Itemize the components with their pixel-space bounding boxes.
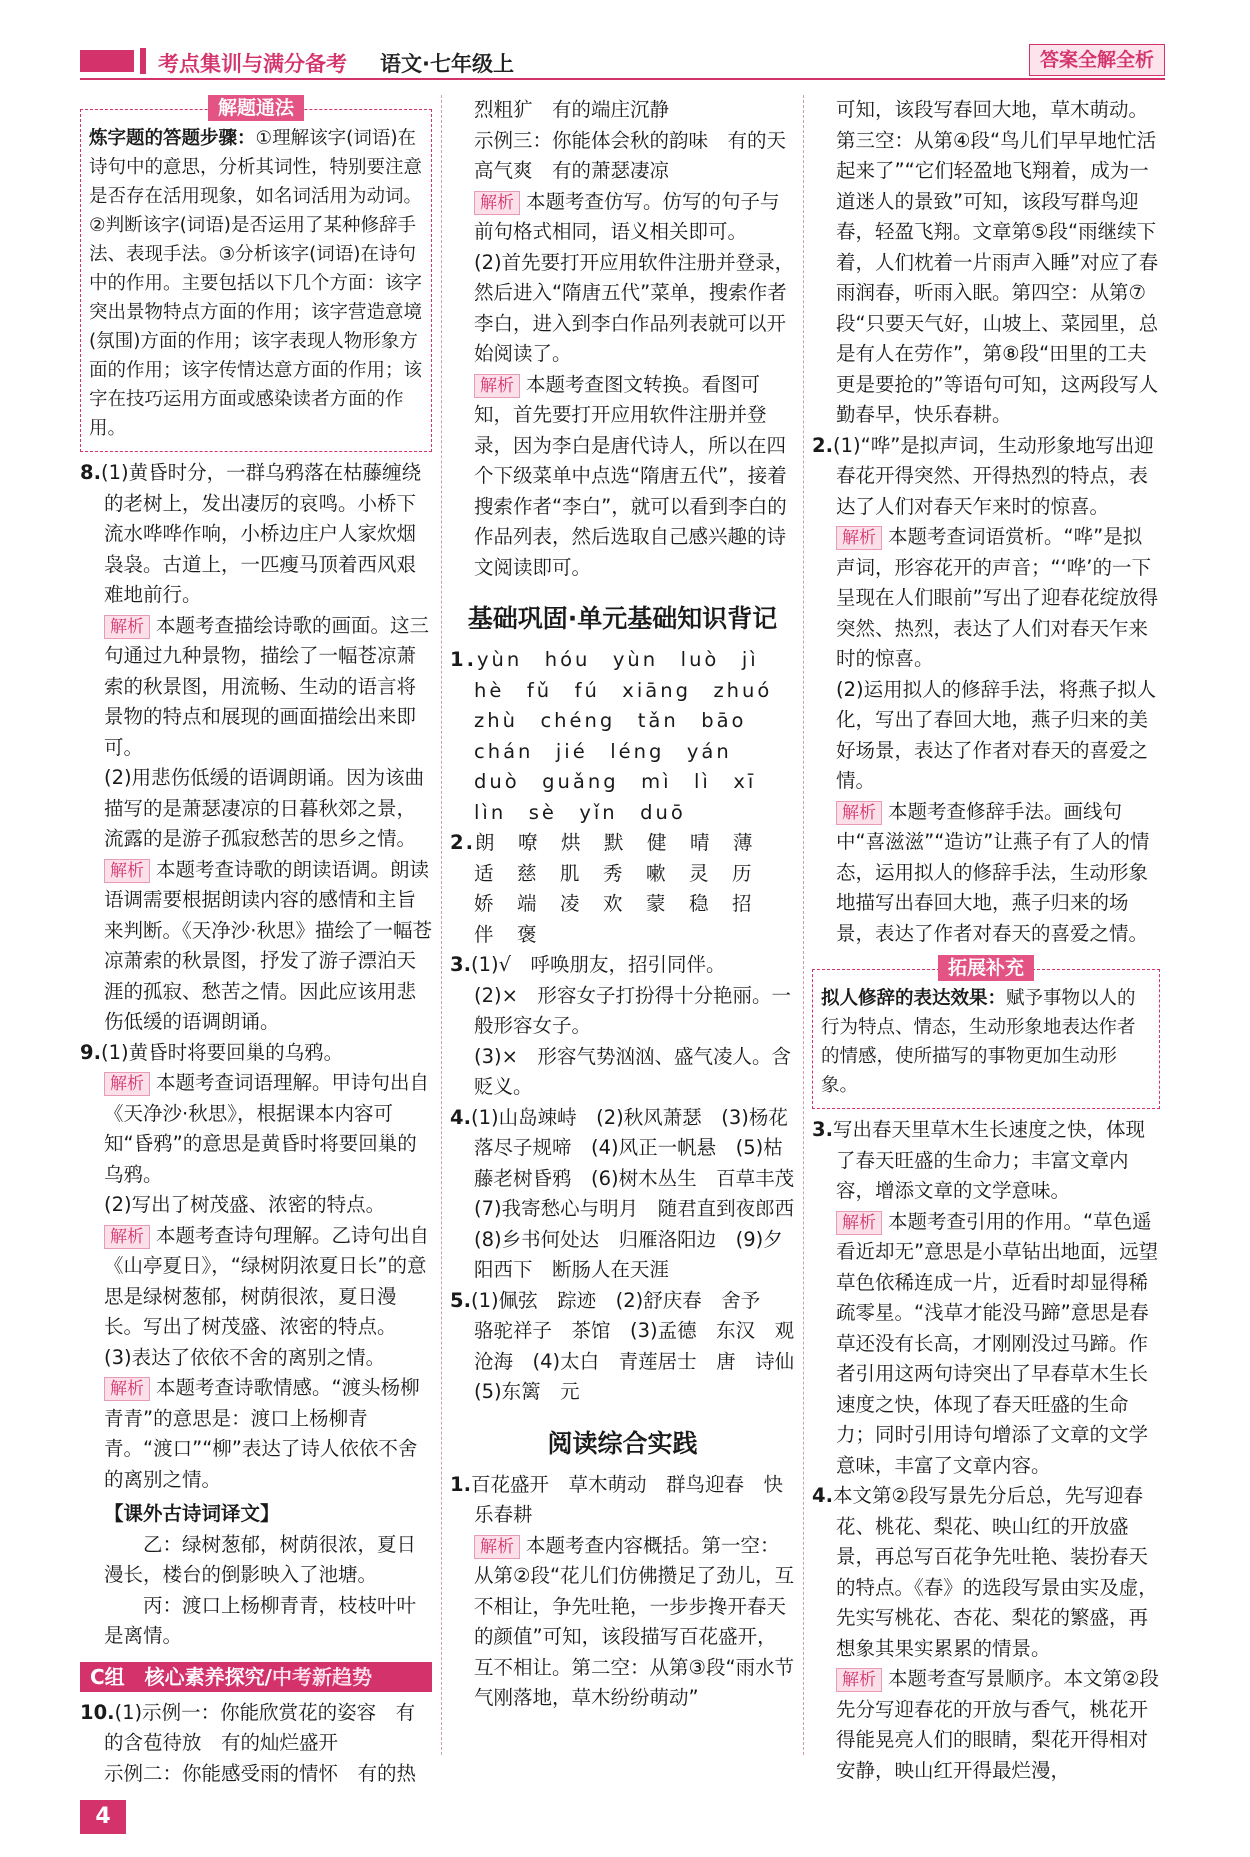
extension-box-tag: 拓展补充: [938, 955, 1034, 981]
answer-9-1: 9.(1)黄昏时将要回巢的乌鸦。: [80, 1040, 344, 1064]
page-header: [80, 44, 1165, 82]
extension-box: [812, 957, 1160, 1109]
extension-lead: 拟人修辞的表达效果：: [821, 988, 1007, 1009]
basic-answer-3-1: 3.(1)√ 呼唤朋友，招引同伴。: [450, 953, 726, 976]
method-box-tag: 解题通法: [208, 95, 304, 121]
explanation-9-2: 解析 本题考查诗句理解。乙诗句出自《山亭夏日》，“绿树阴浓夏日长”的意思是绿树葱郁，树荫很浓，夏日漫长。写出了树茂盛、浓密的特点。: [104, 1223, 430, 1338]
answer-10-2: (2)首先要打开应用软件注册并登录，然后进入“隋唐五代”菜单，搜索作者李白，进入到李白作品列表就可以开始阅读了。: [474, 250, 795, 365]
reading-explanation-1: 解析 本题考查内容概括。第一空：从第②段“花儿们仿佛攒足了劲儿，互不相让，争先吐艳，一步步搀开春天的颜值”可知，该段描写百花盛开，互不相让。第二空：从第③段“雨水节气刚落地，草木纷纷萌动”: [474, 1533, 795, 1709]
answer-8-2: (2)用悲伤低缓的语调朗诵。因为该曲描写的是萧瑟凄凉的日暮秋郊之景，流露的是游子孤寂愁苦的思乡之情。: [104, 766, 425, 850]
basic-answer-3-2: (2)× 形容女子打扮得十分艳丽。一般形容女子。: [474, 983, 791, 1037]
explanation-8-2: 解析 本题考查诗歌的朗读语调。朗读语调需要根据朗读内容的感情和主旨来判断。《天净沙·秋思》描绘了一幅苍凉萧索的秋景图，抒发了游子漂泊天涯的孤寂、愁苦之情。因此应该用悲伤低缓的语调朗诵。: [104, 857, 432, 1033]
reading-explanation-2-1: 解析 本题考查词语赏析。“哗”是拟声词，形容花开的声音；“‘哗’的一下呈现在人们眼前”写出了迎春花绽放得突然、热烈，表达了人们对春天乍来时的惊喜。: [836, 525, 1159, 670]
reading-answer-2-1: 2.(1)“哗”是拟声词，生动形象地写出迎春花开得突然、开得热烈的特点，表达了人们对春天乍来时的惊喜。: [812, 433, 1154, 518]
subject-grade: 语文·七年级上: [380, 52, 514, 76]
section-title-basic: 基础巩固·单元基础知识背记: [467, 604, 778, 633]
reading-answer-2-2: (2)运用拟人的修辞手法，将燕子拟人化，写出了春回大地，燕子归来的美好场景，表达了作者对春天的喜爱之情。: [836, 677, 1157, 792]
reading-answer-3: 3.写出春天里草木生长速度之快，体现了春天旺盛的生命力；丰富文章内容，增添文章的文学意味。: [812, 1118, 1145, 1202]
answer-10-1-example2: 示例二：你能感受雨的情怀 有的热: [104, 1761, 417, 1785]
method-box: [80, 97, 432, 452]
answer-9-3: (3)表达了依依不舍的离别之情。: [104, 1345, 386, 1369]
section-title-reading: 阅读综合实践: [547, 1428, 698, 1458]
basic-answer-1: 1.yùn hóu yùn luò jì hè fǔ fú xiāng zhuó zhù chéng tǎn bāo chán jié léng yán duò guǎng mì lì xī lìn sè yǐn duō: [450, 648, 795, 824]
page-number: 4: [80, 1800, 126, 1834]
method-body: ①理解该字(词语)在诗句中的意思，分析其词性，特别要注意是否存在活用现象，如名词活用为动词。②判断该字(词语)是否运用了某种修辞手法、表现手法。③分析该字(词语)在诗句中的作用。主要包括以下几个方面：该字突出景物特点方面的作用；该字营造意境(氛围)方面的作用；该字表现人物形象方面的作用；该字传情达意方面的作用；该字在技巧运用方面或感染读者方面的作用。: [89, 128, 423, 439]
column-divider: [803, 95, 804, 1755]
basic-answer-2: 2.朗 嘹 烘 默 健 晴 薄 适 慈 肌 秀 嗽 灵 历 娇 端 凌 欢 蒙 稳 招 伴 褒: [450, 831, 777, 946]
extra-translation-title: 【课外古诗词译文】: [104, 1502, 280, 1525]
answer-10-1: 10.(1)示例一：你能欣赏花的姿容 有的含苞待放 有的灿烂盛开: [80, 1700, 416, 1754]
explanation-10-1: 解析 本题考查仿写。仿写的句子与前句格式相同，语义相关即可。: [474, 189, 780, 243]
basic-answer-3-3: (3)× 形容气势汹汹、盛气凌人。含贬义。: [474, 1044, 791, 1098]
header-accent-bar: [80, 50, 134, 72]
header-accent-stripe: [140, 48, 146, 74]
explanation-8-1: 解析 本题考查描绘诗歌的画面。这三句通过九种景物，描绘了一幅苍凉萧索的秋景图，用流畅、生动的语言将景物的特点和展现的画面描绘出来即可。: [104, 613, 430, 759]
answer-10-1-cont: 烈粗犷 有的端庄沉静: [474, 98, 670, 121]
section-label: 答案全解全析: [1029, 44, 1165, 76]
basic-answer-5: 5.(1)佩弦 踪迹 (2)舒庆春 舍予 骆驼祥子 茶馆 (3)孟德 东汉 观沧海 (4)太白 青莲居士 唐 诗仙 (5)东篱 元: [450, 1288, 814, 1403]
basic-answer-4: 4.(1)山岛竦峙 (2)秋风萧瑟 (3)杨花落尽子规啼 (4)风正一帆悬 (5)枯藤老树昏鸦 (6)树木丛生 百草丰茂 (7)我寄愁心与明月 随君直到夜郎西 (8)乡书何处达 归雁洛阳边 (9)夕阳西下 断肠人在天涯: [450, 1105, 814, 1281]
extra-translation-yi: 乙：绿树葱郁，树荫很浓，夏日漫长，楼台的倒影映入了池塘。: [104, 1532, 417, 1586]
method-lead: 炼字题的答题步骤：: [89, 128, 256, 149]
explanation-10-2: 解析 本题考查图文转换。看图可知，首先要打开应用软件注册并登录，因为李白是唐代诗人，所以在四个下级菜单中点选“隋唐五代”，接着搜索作者“李白”，就可以看到李白的作品列表，然后选取自己感兴趣的诗文阅读即可。: [474, 372, 787, 579]
column-2: [450, 95, 814, 1714]
extension-body: 赋予事物以人的行为特点、情态，生动形象地表达作者的情感，使所描写的事物更加生动形象。: [821, 988, 1136, 1096]
column-divider: [441, 95, 442, 1755]
explanation-9-1: 解析 本题考查词语理解。甲诗句出自《天净沙·秋思》，根据课本内容可知“昏鸦”的意思是黄昏时将要回巢的乌鸦。: [104, 1071, 430, 1186]
group-c-bar: C组 核心素养探究/中考新趋势: [80, 1662, 432, 1692]
reading-answer-4: 4.本文第②段写景先分后总，先写迎春花、桃花、梨花、映山红的开放盛景，再总写百花争先吐艳、装扮春天的特点。《春》的选段写景由实及虚，先实写桃花、杏花、梨花的繁盛，再想象其果实累累的情景。: [812, 1484, 1158, 1660]
answer-10-1-example3: 示例三：你能体会秋的韵味 有的天高气爽 有的萧瑟凄凉: [474, 128, 787, 182]
header-divider: [80, 78, 1165, 80]
column-1: [80, 95, 432, 1789]
reading-answer-1: 1.百花盛开 草木萌动 群鸟迎春 快乐春耕: [450, 1472, 783, 1526]
reading-explanation-1-cont: 可知，该段写春回大地，草木萌动。第三空：从第④段“鸟儿们早早地忙活起来了”“它们轻盈地飞翔着，成为一道迷人的景致”可知，该段写群鸟迎春，轻盈飞翔。文章第⑤段“雨继续下着，人们枕着一片雨声入睡”对应了春雨润春，听雨入眠。第四空：从第⑦段“只要天气好，山坡上、菜园里，总是有人在劳作”，第⑧段“田里的工夫更是要抢的”等语句可知，这两段写人勤春早，快乐春耕。: [836, 98, 1159, 426]
reading-explanation-4: 解析 本题考查写景顺序。本文第②段先分写迎春花的开放与香气，桃花开得能晃亮人们的眼睛，梨花开得相对安静，映山红开得最烂漫，: [836, 1667, 1159, 1782]
answer-8-1: 8.(1)黄昏时分，一群乌鸦落在枯藤缠绕的老树上，发出凄厉的哀鸣。小桥下流水哗哗作响，小桥边庄户人家炊烟袅袅。古道上，一匹瘦马顶着西风艰难地前行。: [80, 461, 422, 606]
explanation-9-3: 解析 本题考查诗歌情感。“渡头杨柳青青”的意思是：渡口上杨柳青青。“渡口”“柳”表达了诗人依依不舍的离别之情。: [104, 1376, 420, 1491]
answer-9-2: (2)写出了树茂盛、浓密的特点。: [104, 1193, 386, 1216]
reading-explanation-2-2: 解析 本题考查修辞手法。画线句中“喜滋滋”“造访”让燕子有了人的情态，运用拟人的修辞手法，生动形象地描写出春回大地，燕子归来的场景，表达了作者对春天的喜爱之情。: [836, 799, 1150, 945]
book-title: 考点集训与满分备考: [158, 52, 347, 76]
extra-translation-bing: 丙：渡口上杨柳青青，枝枝叶叶是离情。: [104, 1593, 417, 1647]
column-3: [812, 95, 1160, 1786]
reading-explanation-3: 解析 本题考查引用的作用。“草色遥看近却无”意思是小草钻出地面，远望草色依稀连成一片，近看时却显得稀疏零星。“浅草才能没马蹄”意思是春草还没有长高，才刚刚没过马蹄。作者引用这两句诗突出了早春草木生长速度之快，体现了春天旺盛的生命力；同时引用诗句增添了文章的文学意味，丰富了文章内容。: [836, 1209, 1159, 1477]
